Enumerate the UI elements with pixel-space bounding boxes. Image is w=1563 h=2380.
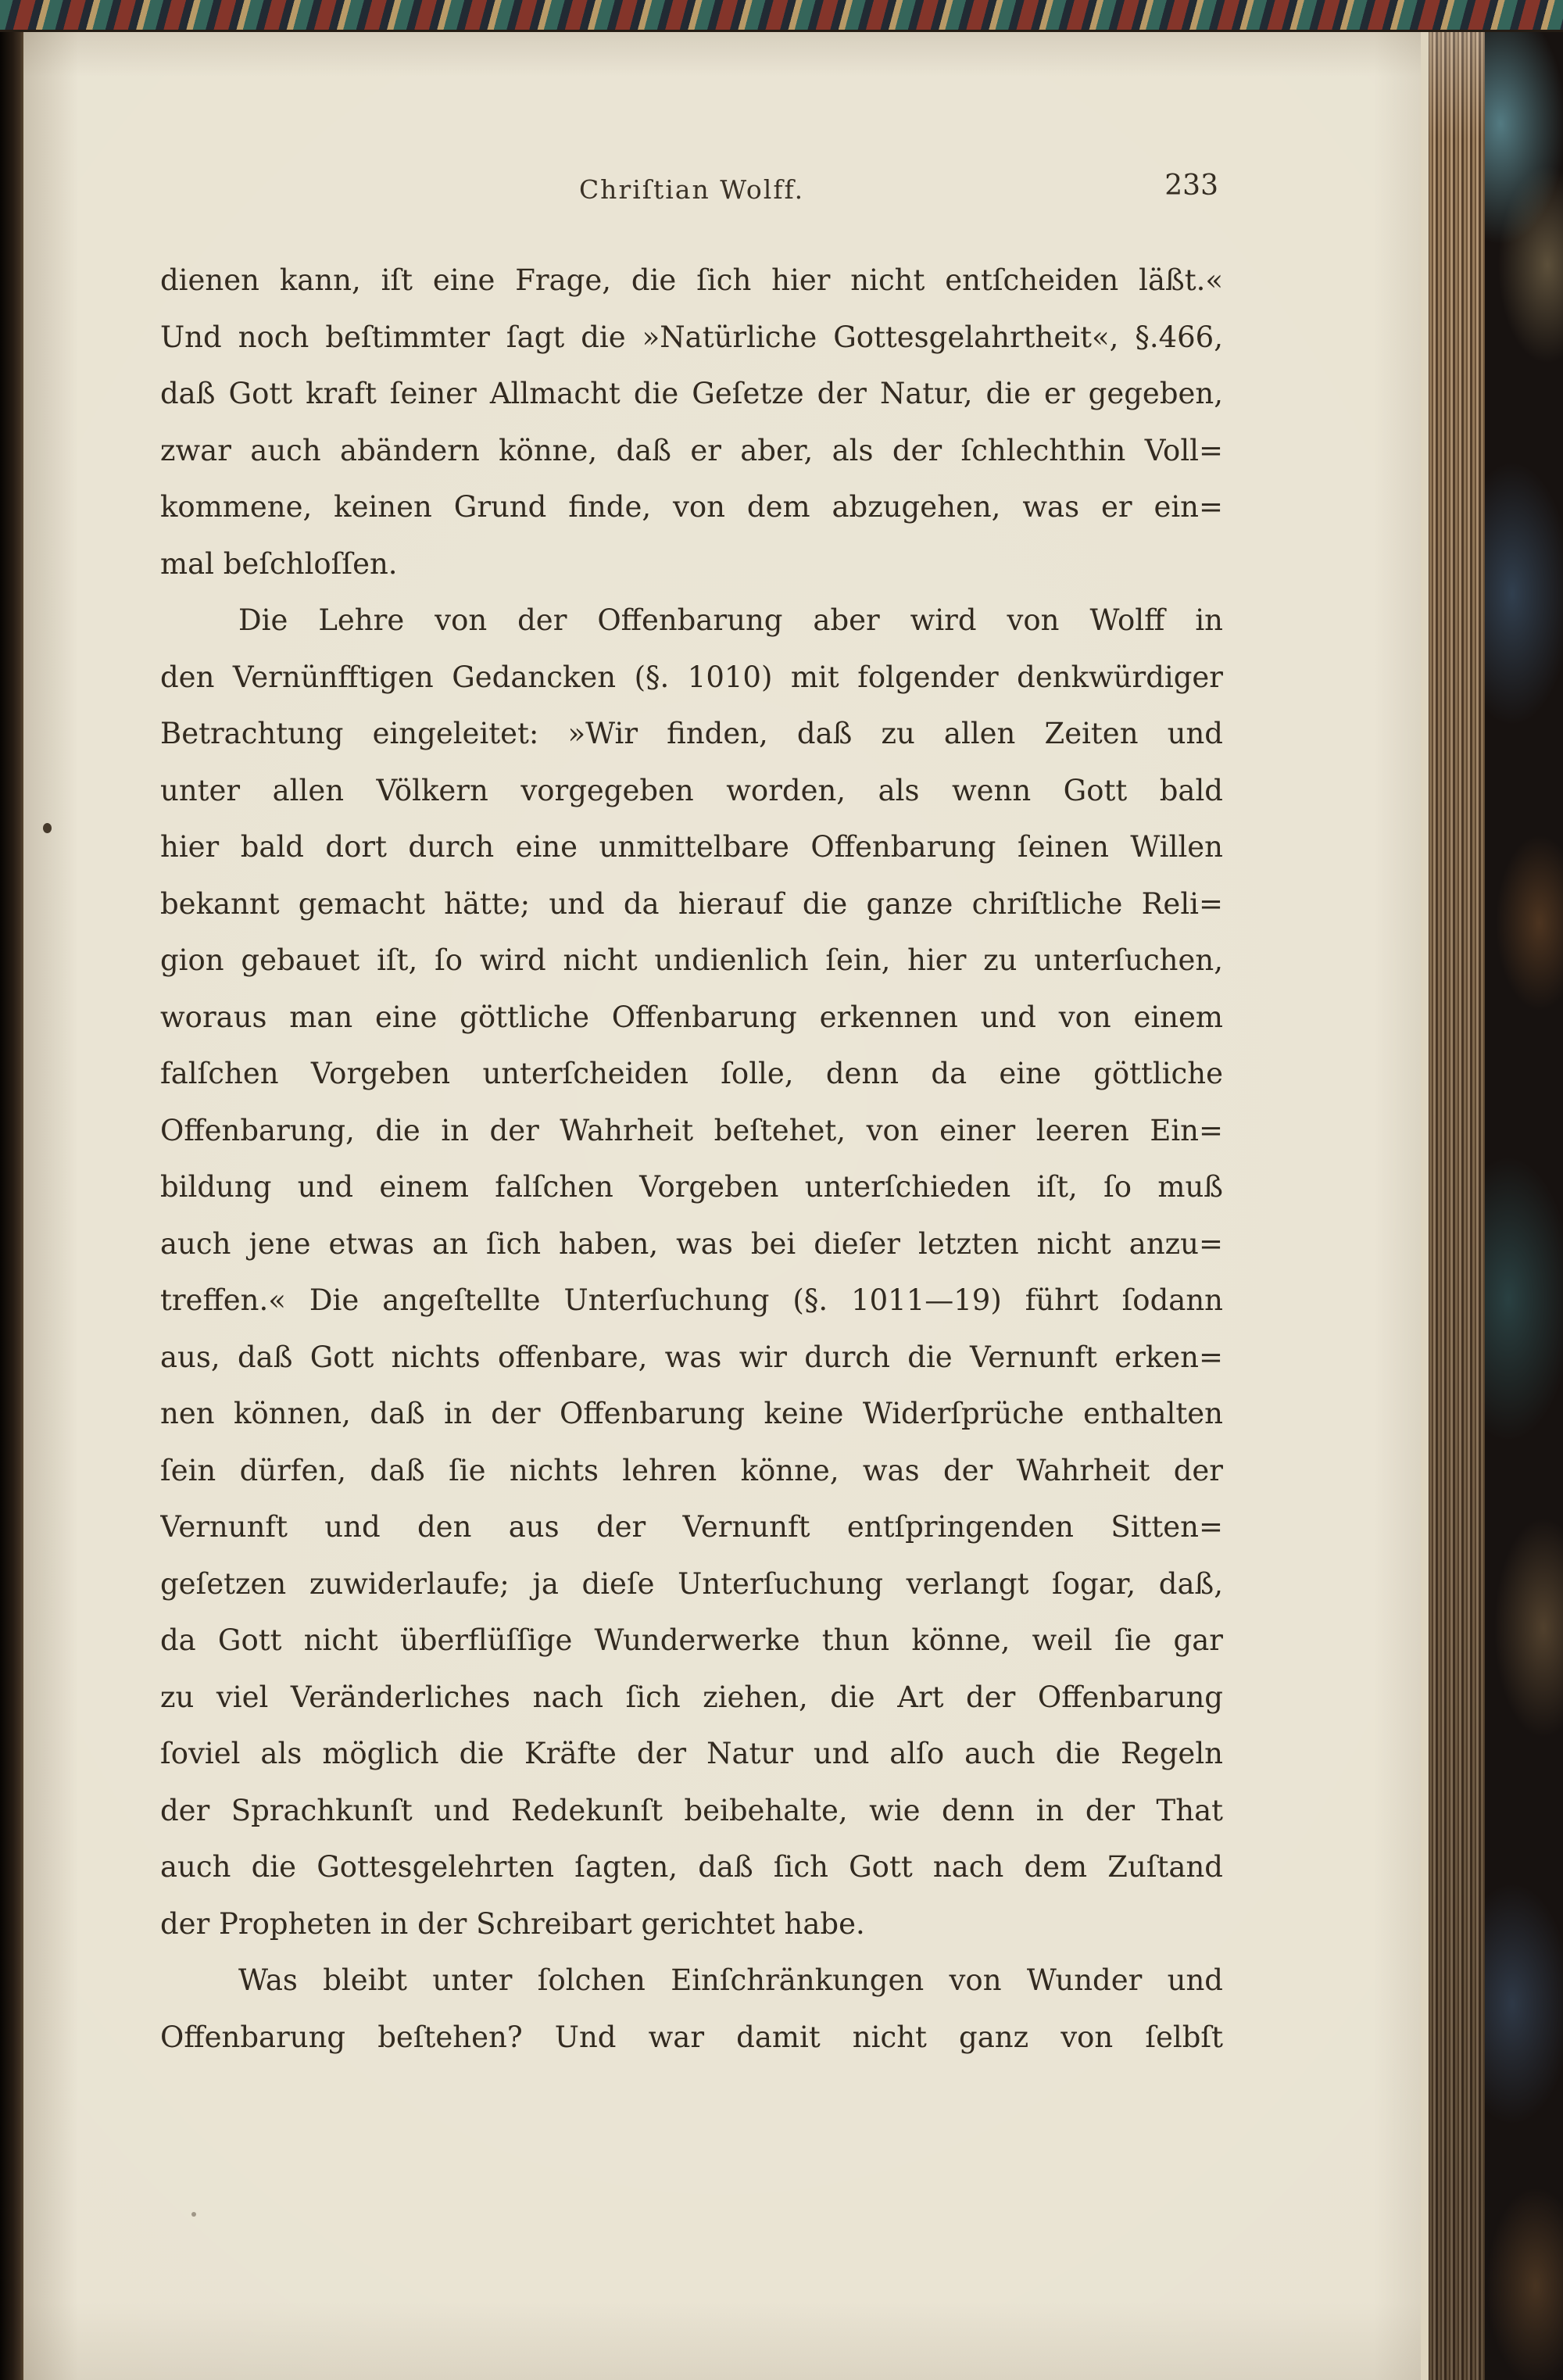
text-line: Vernunft und den aus der Vernunft entſpringenden Sitten= bbox=[160, 1510, 1223, 1544]
text-line: kommene, keinen Grund finde, von dem abzugehen, was er ein= bbox=[160, 490, 1223, 524]
text-line: falſchen Vorgeben unterſcheiden ſolle, denn da eine göttliche bbox=[160, 1057, 1223, 1090]
running-title: Chriſtian Wolff. bbox=[578, 174, 805, 205]
text-line: bildung und einem falſchen Vorgeben unterſchieden iſt, ſo muß bbox=[160, 1170, 1223, 1204]
paragraph bbox=[160, 592, 1223, 1952]
paragraph bbox=[160, 1952, 1223, 2066]
page-stack-fore-edge bbox=[1421, 30, 1485, 2380]
text-line: mal beſchloſſen. bbox=[160, 546, 398, 581]
text-line: hier bald dort durch eine unmittelbare Offenbarung ſeinen Willen bbox=[160, 830, 1223, 864]
text-line: der Propheten in der Schreibart gerichtet habe. bbox=[160, 1906, 865, 1941]
text-line: da Gott nicht überflüſſige Wunderwerke thun könne, weil ſie gar bbox=[160, 1623, 1223, 1657]
text-line: auch die Gottesgelehrten ſagten, daß ſich Gott nach dem Zuſtand bbox=[160, 1850, 1223, 1884]
text-line: zu viel Veränderliches nach ſich ziehen, die Art der Offenbarung bbox=[160, 1680, 1223, 1714]
text-line: zwar auch abändern könne, daß er aber, als der ſchlechthin Voll= bbox=[160, 433, 1223, 467]
text-line: auch jene etwas an ſich haben, was bei dieſer letzten nicht anzu= bbox=[160, 1226, 1223, 1261]
book-spine-edge bbox=[0, 30, 23, 2380]
text-line: Die Lehre von der Offenbarung aber wird von Wolff in bbox=[238, 603, 1223, 637]
ink-speck bbox=[191, 2212, 196, 2217]
body-text bbox=[160, 252, 1223, 2066]
text-line: dienen kann, iſt eine Frage, die ſich hier nicht entſcheiden läßt.« bbox=[160, 263, 1223, 297]
text-line: treffen.« Die angeſtellte Unterſuchung (§. 1011—19) führt ſodann bbox=[160, 1283, 1223, 1317]
text-line: Offenbarung, die in der Wahrheit beſtehet, von einer leeren Ein= bbox=[160, 1113, 1223, 1147]
paragraph bbox=[160, 252, 1223, 592]
text-line: geſetzen zuwiderlaufe; ja dieſe Unterſuchung verlangt ſogar, daß, bbox=[160, 1566, 1223, 1601]
ink-speck bbox=[43, 823, 52, 833]
text-line: daß Gott kraft ſeiner Allmacht die Geſetze der Natur, die er gegeben, bbox=[160, 377, 1223, 410]
decorative-headband bbox=[0, 0, 1563, 32]
text-line: ſein dürfen, daß ſie nichts lehren könne, was der Wahrheit der bbox=[160, 1453, 1223, 1487]
text-line: Offenbarung beſtehen? Und war damit nicht ganz von ſelbſt bbox=[160, 2020, 1223, 2054]
text-line: Betrachtung eingeleitet: »Wir finden, daß zu allen Zeiten und bbox=[160, 717, 1223, 750]
text-line: gion gebauet iſt, ſo wird nicht undienlich ſein, hier zu unterſuchen, bbox=[160, 943, 1223, 977]
text-line: Was bleibt unter ſolchen Einſchränkungen von Wunder und bbox=[238, 1963, 1223, 1997]
book-page bbox=[23, 30, 1421, 2380]
text-line: der Sprachkunſt und Redekunſt beibehalte, wie denn in der That bbox=[160, 1793, 1223, 1827]
text-line: unter allen Völkern vorgegeben worden, als wenn Gott bald bbox=[160, 773, 1223, 807]
marbled-cover-edge bbox=[1485, 30, 1563, 2380]
page-header bbox=[160, 170, 1223, 215]
text-line: aus, daß Gott nichts offenbare, was wir durch die Vernunft erken= bbox=[160, 1340, 1223, 1374]
page-number: 233 bbox=[1164, 170, 1218, 202]
text-line: ſoviel als möglich die Kräfte der Natur und alſo auch die Regeln bbox=[160, 1737, 1223, 1770]
text-line: bekannt gemacht hätte; und da hierauf die ganze chriſtliche Reli= bbox=[160, 886, 1223, 921]
text-line: woraus man eine göttliche Offenbarung erkennen und von einem bbox=[160, 1000, 1223, 1034]
text-line: Und noch beſtimmter ſagt die »Natürliche Gottesgelahrtheit«, §.466, bbox=[160, 320, 1223, 354]
text-line: nen können, daß in der Offenbarung keine Widerſprüche enthalten bbox=[160, 1397, 1223, 1430]
text-line: den Vernünfftigen Gedancken (§. 1010) mit folgender denkwürdiger bbox=[160, 660, 1223, 694]
